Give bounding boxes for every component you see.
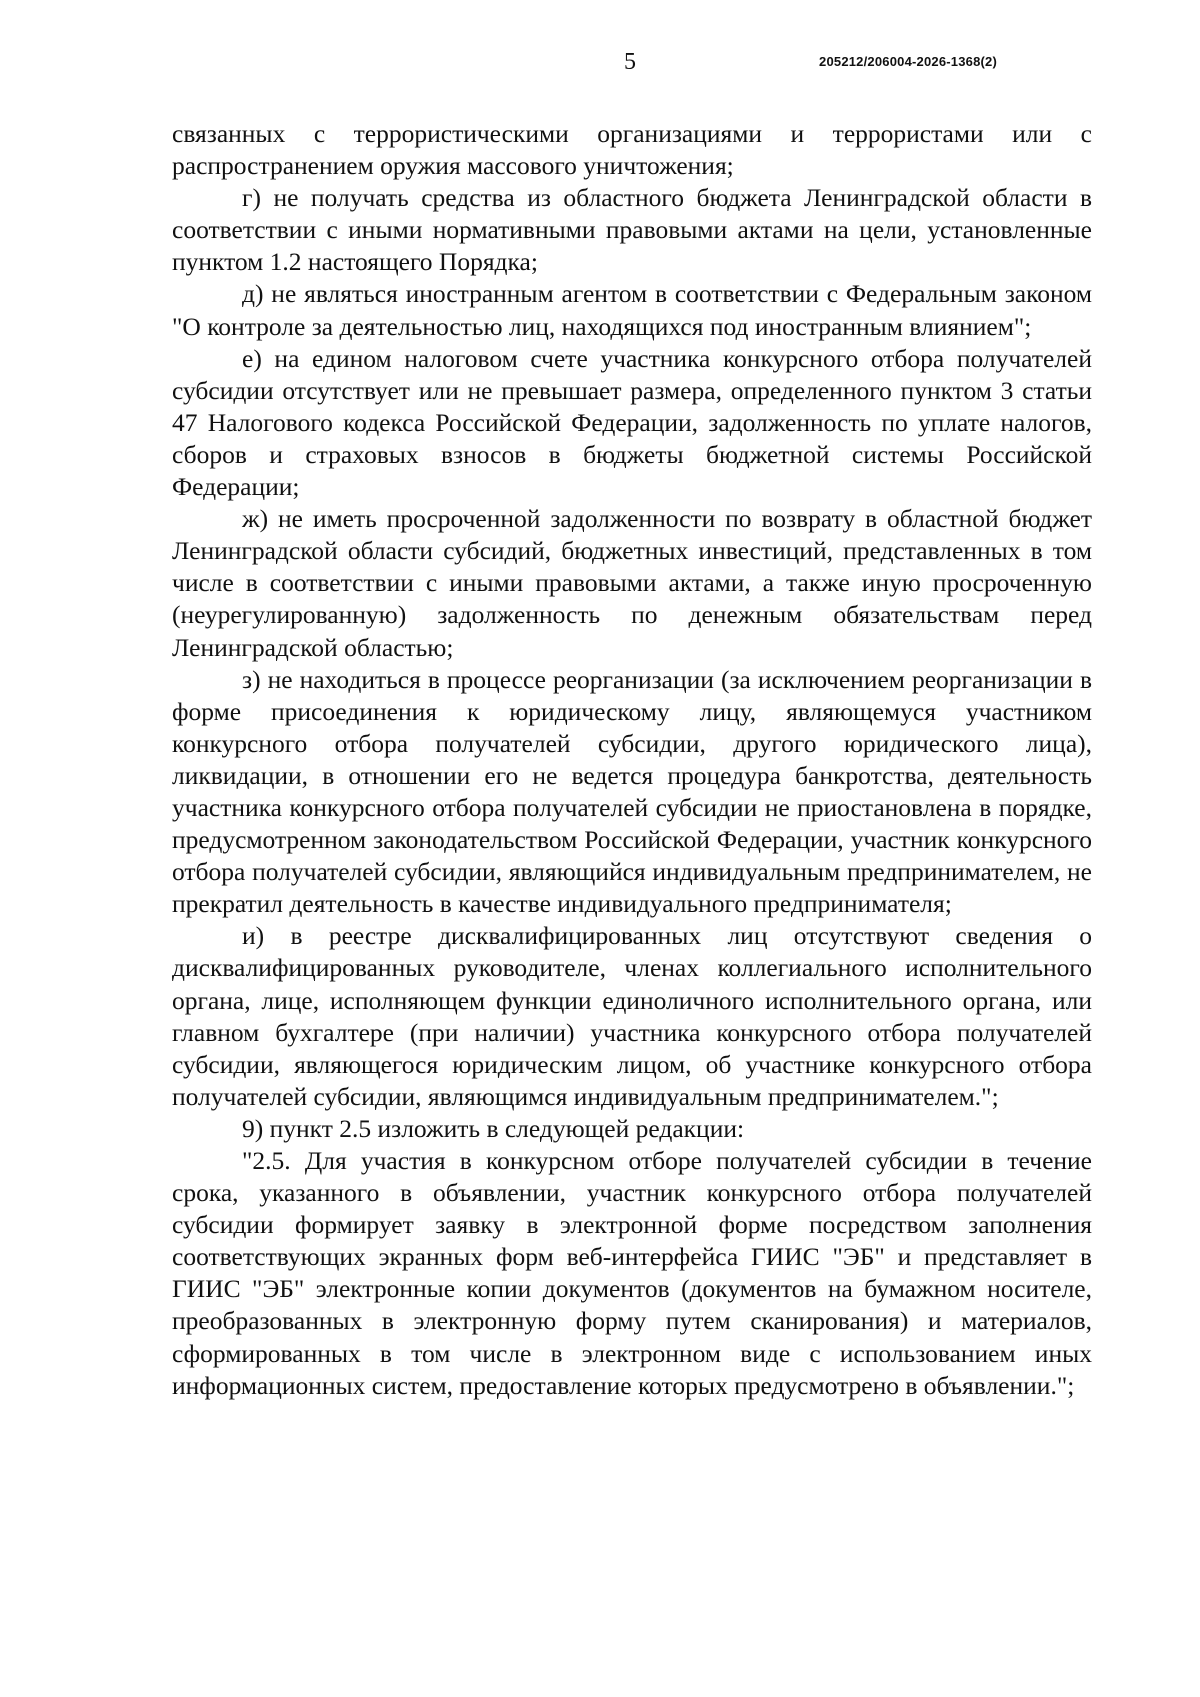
document-registration-code: 205212/206004-2026-1368(2) [819,54,997,69]
paragraph-point-9: 9) пункт 2.5 изложить в следующей редакции: [242,1113,745,1143]
paragraph-item-zh: ж) не иметь просроченной задолженности по возврату в областной бюджет Ленинградской области субсидий, бюджетных инвестиций, представленных в том числе в соответствии с иными правовыми актами, а также иную просроченную (неурегулированную) задолженность по денежным обязательствам перед Ленинградской областью; [172,504,1092,662]
paragraph-item-e: е) на едином налоговом счете участника конкурсного отбора получателей субсидии отсутствует или не превышает размера, определенного пунктом 3 статьи 47 Налогового кодекса Российской Федерации, задолженность по уплате налогов, сборов и страховых взносов в бюджеты бюджетной системы Российской Федерации; [172,343,1092,502]
paragraph-item-i: и) в реестре дисквалифицированных лиц отсутствуют сведения о дисквалифицированных руководителе, членах коллегиального исполнительного органа, лице, исполняющем функции единоличного исполнительного органа, или главном бухгалтере (при наличии) участника конкурсного отбора получателей субсидии, являющегося юридическим лицом, об участнике конкурсного отбора получателей субсидии, являющимся индивидуальным предпринимателем."; [172,921,1092,1111]
paragraph-item-z: з) не находиться в процессе реорганизации (за исключением реорганизации в форме присоединения к юридическому лицу, являющемуся участником конкурсного отбора получателей субсидии, другого юридического лица), ликвидации, в отношении его не ведется процедура банкротства, деятельность участника конкурсного отбора получателей субсидии не приостановлена в порядке, предусмотренном законодательством Российской Федерации, участник конкурсного отбора получателей субсидии, являющийся индивидуальным предпринимателем, не прекратил деятельность в качестве индивидуального предпринимателя; [172,664,1092,919]
document-body [172,118,1092,1402]
page-number: 5 [624,49,636,75]
paragraph-point-2-5: "2.5. Для участия в конкурсном отборе получателей субсидии в течение срока, указанного в объявлении, участник конкурсного отбора получателей субсидии формирует заявку в электронной форме посредством заполнения соответствующих экранных форм веб-интерфейса ГИИС "ЭБ" и представляет в ГИИС "ЭБ" электронные копии документов (документов на бумажном носителе, преобразованных в электронную форму путем сканирования) и материалов, сформированных в том числе в электронном виде с использованием иных информационных систем, предоставление которых предусмотрено в объявлении."; [172,1146,1092,1400]
paragraph-item-g: г) не получать средства из областного бюджета Ленинградской области в соответствии с иными нормативными правовыми актами на цели, установленные пунктом 1.2 настоящего Порядка; [172,183,1092,277]
paragraph-item-d: д) не являться иностранным агентом в соответствии с Федеральным законом "О контроле за деятельностью лиц, находящихся под иностранным влиянием"; [172,279,1092,341]
paragraph-continuation: связанных с террористическими организациями и террористами или с распространением оружия массового уничтожения; [172,119,1092,181]
